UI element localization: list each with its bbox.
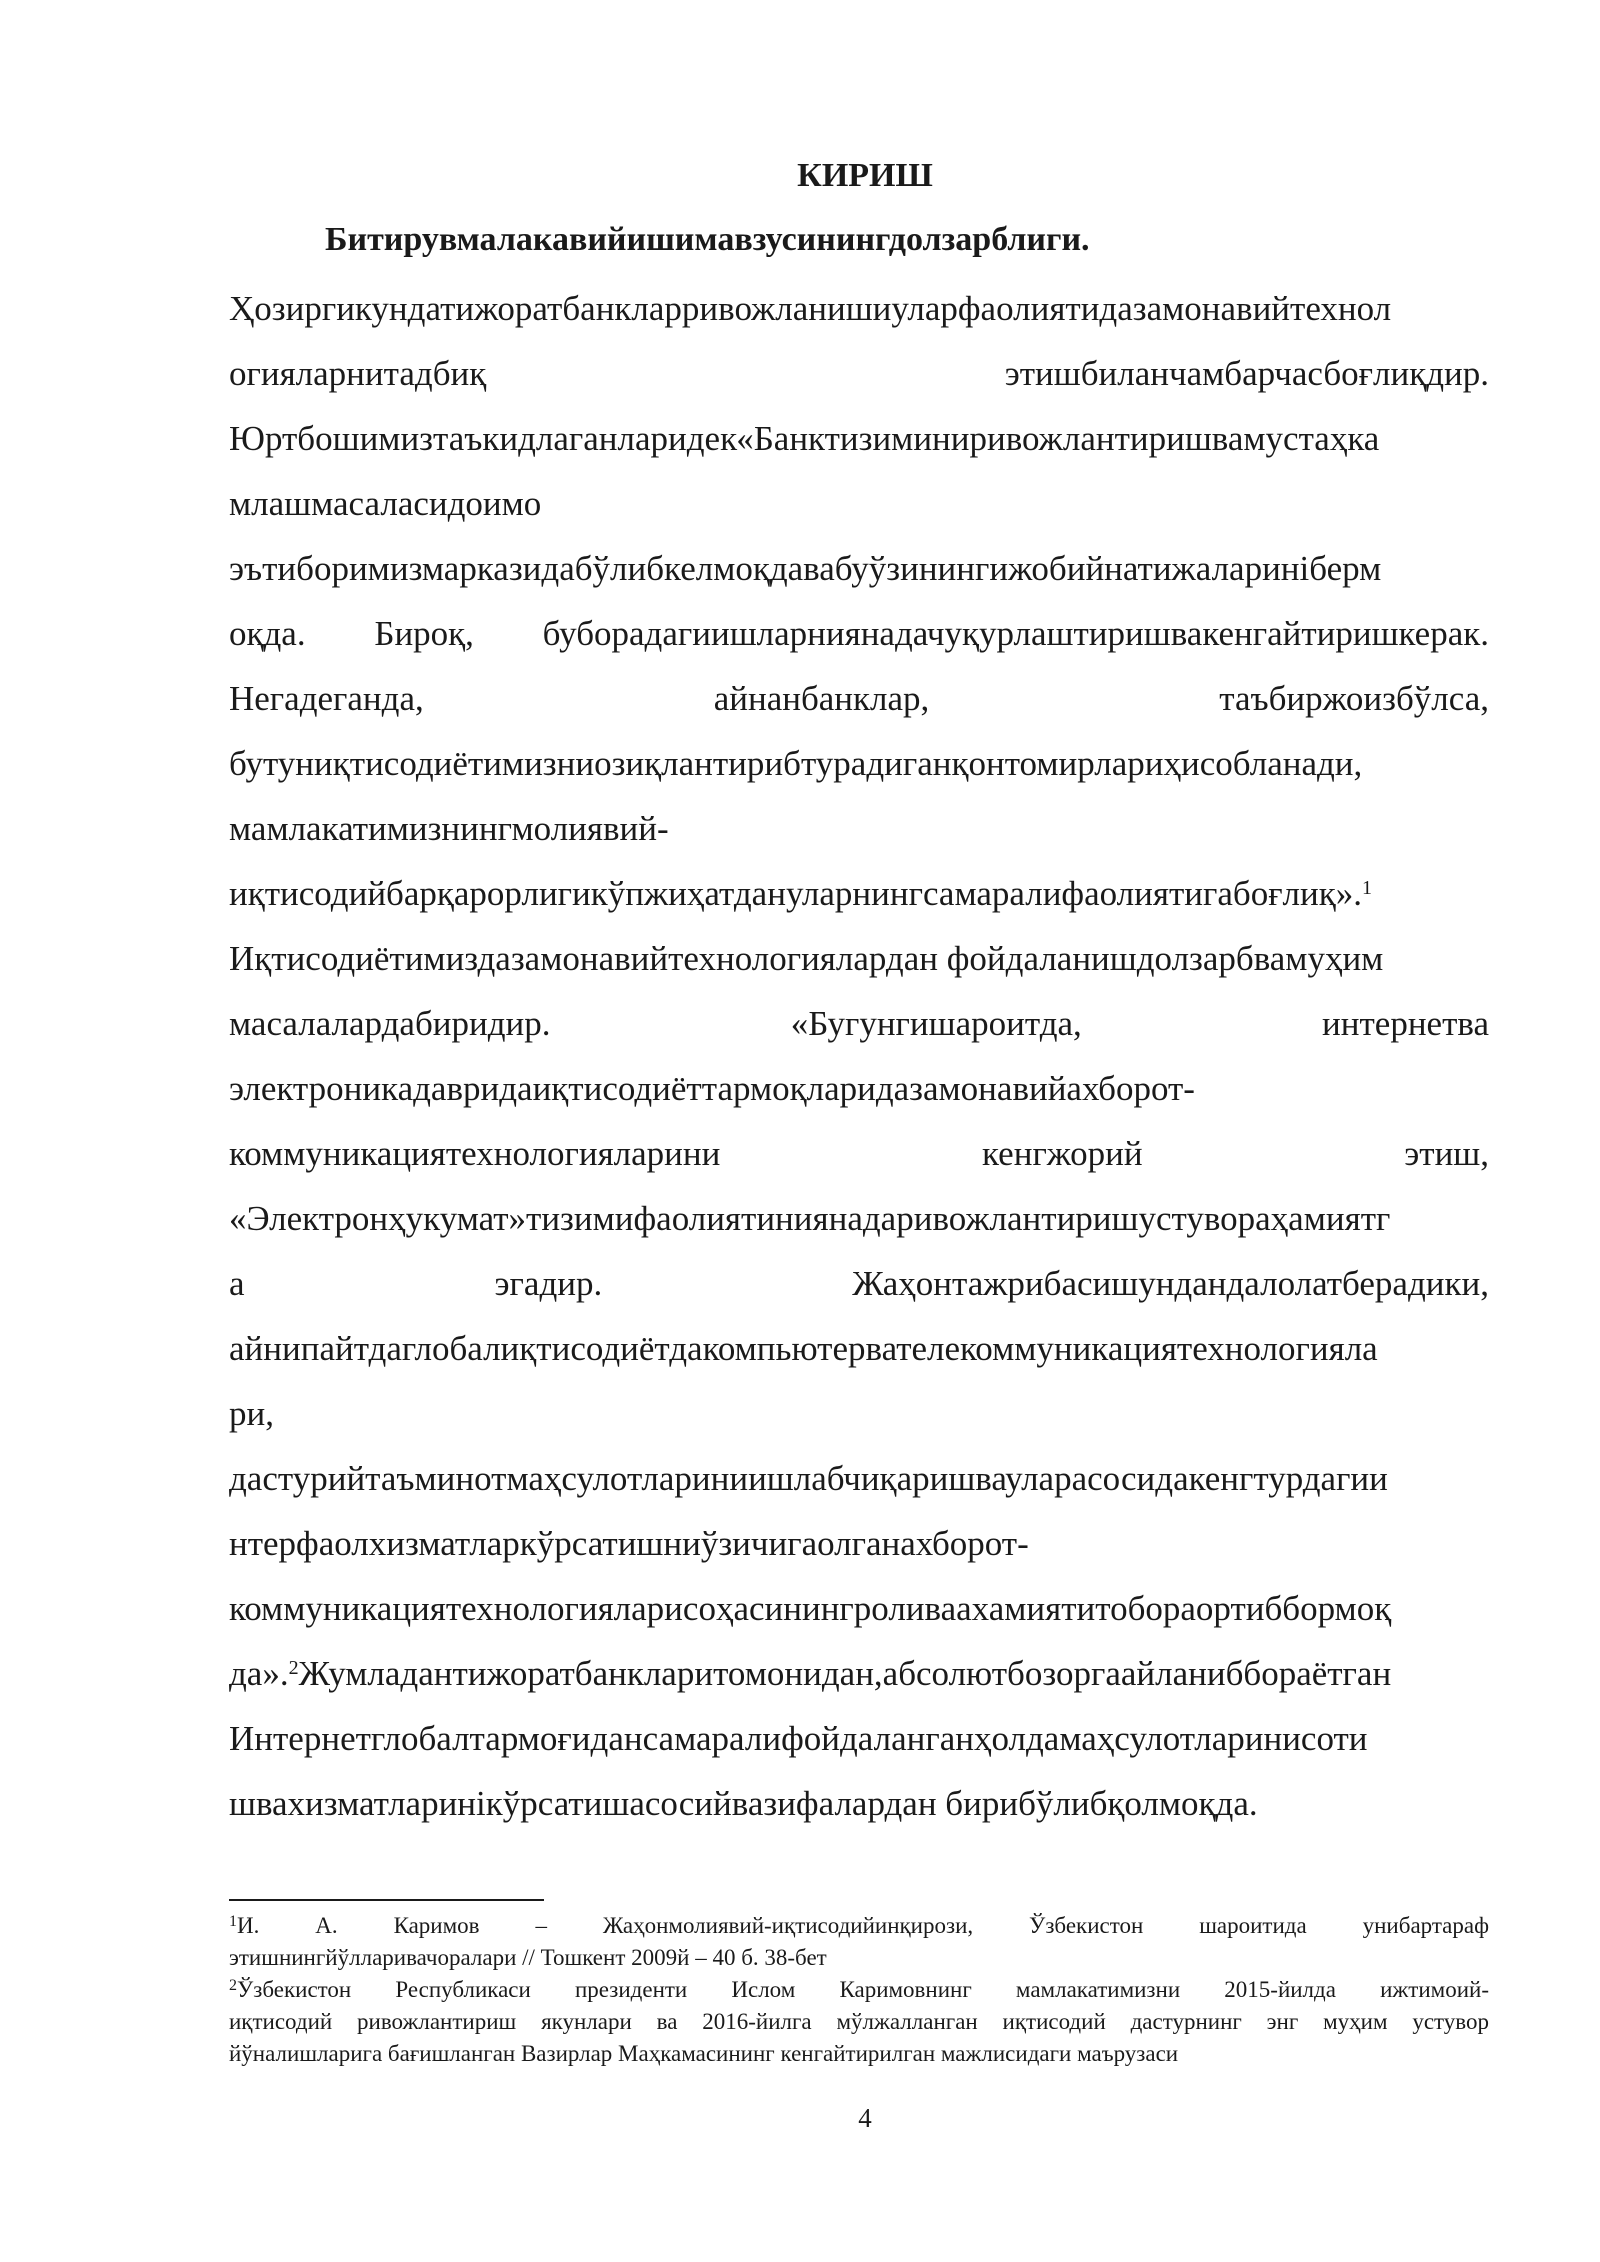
body-line-text: млашмасаласидоимо: [229, 484, 542, 523]
body-line-text: бутуниқтисодиётимизниозиқлантирибтурадиганқонтомирлариҳисобланади,: [229, 744, 1363, 783]
body-line-text: айнипайтдаглобалиқтисодиётдакомпьютервателекоммуникациятехнологияла: [229, 1329, 1378, 1368]
footnote-separator: [229, 1899, 544, 1901]
body-line: [229, 1587, 1489, 1652]
footnote-text: йўналишларига бағишланган Вазирлар Маҳкамасининг кенгайтирилган мажлисидаги маърузаси: [229, 2041, 1179, 2066]
footnote-text: И. А. Каримов – Жаҳонмолиявий-иқтисодийинқирози, Ўзбекистон шароитида унибартараф: [237, 1913, 1489, 1938]
body-line: [229, 1782, 1489, 1847]
body-line-text: электроникадавридаиқтисодиёттармоқларидазамонавийахборот-: [229, 1069, 1195, 1108]
footnote-text: этишнингйўлларивачоралари // Тошкент 2009й – 40 б. 38-бет: [229, 1945, 827, 1970]
footnote-marker: 1: [229, 1913, 237, 1930]
footnote-line: [229, 2038, 1489, 2070]
body-line-text: нтерфаолхизматларкўрсатишниўзичигаолганахборот-: [229, 1524, 1029, 1563]
body-line-text: «Электронҳукумат»тизимифаолиятиниянадаривожлантиришустувораҳамиятг: [229, 1199, 1391, 1238]
footnote-line: [229, 1942, 1489, 1974]
footnote-marker: 2: [229, 1977, 237, 1994]
body-line: [229, 1457, 1489, 1522]
body-line-text: швахизматларинiкўрсатишасосийвазифалардан бирибўлибқолмоқда.: [229, 1784, 1258, 1823]
body-line: [229, 872, 1489, 937]
body-line: [229, 1717, 1489, 1782]
body-line-text: оқда. Бироқ, буборадагиишларниянадачуқурлаштиришвакенгайтиришкерак.: [229, 614, 1489, 653]
body-line: [229, 807, 1489, 872]
footnote-reference[interactable]: 2: [288, 1657, 299, 1679]
body-line: [229, 1392, 1489, 1457]
body-text: [229, 287, 1489, 1847]
body-line-text: мамлакатимизнингмолиявий-: [229, 809, 669, 848]
body-line: [229, 612, 1489, 677]
body-line-text: Ҳозиргикундатижоратбанкларривожланишиуларфаолиятидазамонавийтехнол: [229, 289, 1392, 328]
body-line: [229, 1522, 1489, 1587]
footnotes: [229, 1910, 1489, 2070]
footnote-line: [229, 1974, 1489, 2006]
body-line-text: а эгадир. Жаҳонтажрибасишундандалолатберадики,: [229, 1264, 1489, 1303]
body-line: [229, 742, 1489, 807]
body-line-text: коммуникациятехнологияларисоҳасинингроливаахамиятитобораортиббормоқ: [229, 1589, 1392, 1628]
body-line-text: дастурийтаъминотмаҳсулотлариниишлабчиқаришвауларасосидакенгтурдагии: [229, 1459, 1388, 1498]
body-line: [229, 937, 1489, 1002]
body-line-text-continued: Жумладантижоратбанкларитомонидан,абсолютбозоргаайланибборaётган: [298, 1654, 1392, 1693]
body-line-text: коммуникациятехнологияларини кенгжорий этиш,: [229, 1134, 1489, 1173]
body-line: [229, 547, 1489, 612]
body-line-text: Интернетглобалтармоғидансамаралифойдаланганҳолдамаҳсулотларинисоти: [229, 1719, 1368, 1758]
body-line-text: ри,: [229, 1394, 274, 1433]
footnote-text: Ўзбекистон Республикаси президенти Ислом Каримовнинг мамлакатимизни 2015-йилда ижтимоий-: [237, 1977, 1489, 2002]
body-line: [229, 1262, 1489, 1327]
footnote-line: [229, 1910, 1489, 1942]
footnote-text: иқтисодий ривожлантириш якунлари ва 2016-йилга мўлжалланган иқтисодий дастурнинг энг муҳим устувор: [229, 2009, 1489, 2034]
body-line-text: да».: [229, 1654, 289, 1693]
body-line-text: Юртбошимизтаъкидлаганларидек«Банктизиминиривожлантиришвамустаҳка: [229, 419, 1380, 458]
footnote-line: [229, 2006, 1489, 2038]
body-line: [229, 1652, 1489, 1717]
page-title: КИРИШ: [797, 157, 933, 194]
body-line: [229, 352, 1489, 417]
body-line: [229, 1197, 1489, 1262]
body-line: [229, 1067, 1489, 1132]
body-line-text: эътиборимизмарказидабўлибкелмоқдавабуўзинингижобийнатижаларинiберм: [229, 549, 1382, 588]
body-line: [229, 677, 1489, 742]
section-subtitle: Битирувмалакавийишимавзусинингдолзарблиги.: [325, 221, 1090, 258]
body-line: [229, 1327, 1489, 1392]
body-line-text: Иқтисодиётимиздазамонавийтехнологиялардан фойдаланишдолзарбвамуҳим: [229, 939, 1384, 978]
body-line-text: огияларнитадбиқ этишбиланчамбарчасбоғлиқдир.: [229, 354, 1489, 393]
body-line: [229, 417, 1489, 482]
footnote-reference[interactable]: 1: [1362, 877, 1373, 899]
body-line: [229, 287, 1489, 352]
body-line-text: масалалардабиридир. «Бугунгишароитда, интернетва: [229, 1004, 1489, 1043]
body-line: [229, 1002, 1489, 1067]
body-line-text: иқтисодийбарқарорлигикўпжиҳатдануларнингсамаралифаолиятигабоғлиқ».: [229, 874, 1363, 913]
body-line-text: Негадеганда, айнанбанклар, таъбиржоизбўлса,: [229, 679, 1489, 718]
page-number: 4: [858, 2103, 872, 2133]
body-line: [229, 482, 1489, 547]
body-line: [229, 1132, 1489, 1197]
